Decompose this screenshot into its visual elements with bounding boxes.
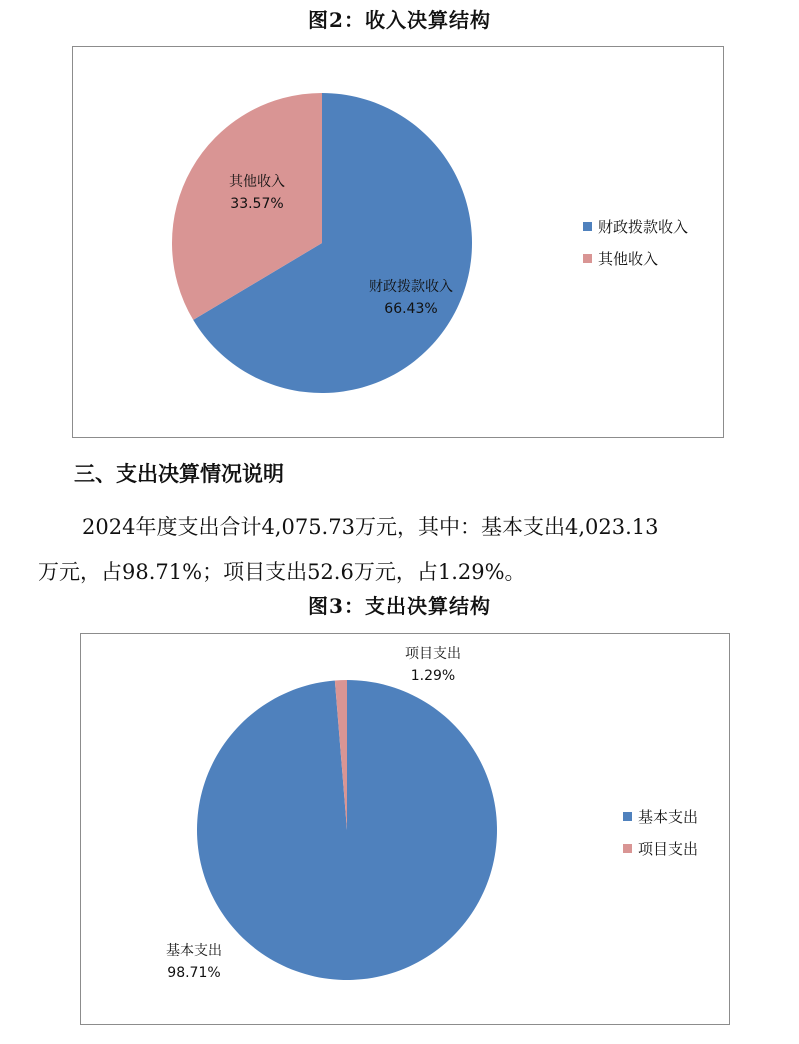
legend-swatch-project — [623, 844, 632, 853]
legend-swatch-other — [583, 254, 592, 263]
legend-item-other — [583, 242, 688, 274]
paragraph-line-1: 2024年度支出合计4,075.73万元，其中：基本支出4,023.13 — [82, 515, 659, 539]
section-heading: 三、支出决算情况说明 — [74, 461, 284, 486]
figure-caption-income: 图2：收入决算结构 — [308, 8, 491, 32]
income-legend — [583, 210, 688, 274]
data-label-value: 1.29% — [410, 668, 456, 684]
data-label-value: 98.71% — [167, 965, 221, 981]
expenditure-paragraph — [38, 505, 758, 595]
income-pie-chart — [72, 46, 724, 438]
expenditure-legend — [623, 800, 698, 864]
data-label-name: 基本支出 — [166, 943, 222, 959]
legend-label-basic: 基本支出 — [638, 807, 699, 826]
data-label-value: 66.43% — [384, 301, 438, 317]
paragraph-line-2: 万元，占98.71%；项目支出52.6万元，占1.29%。 — [38, 560, 526, 584]
legend-item-project — [623, 832, 698, 864]
legend-label-fiscal: 财政拨款收入 — [598, 217, 689, 236]
legend-label-project: 项目支出 — [638, 839, 699, 858]
legend-swatch-basic — [623, 812, 632, 821]
figure-caption-expenditure: 图3：支出决算结构 — [308, 594, 491, 618]
legend-item-fiscal — [583, 210, 688, 242]
data-label-name: 财政拨款收入 — [369, 279, 453, 295]
data-label-value: 33.57% — [230, 196, 284, 212]
legend-swatch-fiscal — [583, 222, 592, 231]
data-label-name: 其他收入 — [229, 174, 285, 190]
legend-item-basic — [623, 800, 698, 832]
expenditure-pie-chart — [80, 633, 730, 1025]
data-label-name: 项目支出 — [405, 646, 461, 662]
legend-label-other: 其他收入 — [598, 249, 659, 268]
